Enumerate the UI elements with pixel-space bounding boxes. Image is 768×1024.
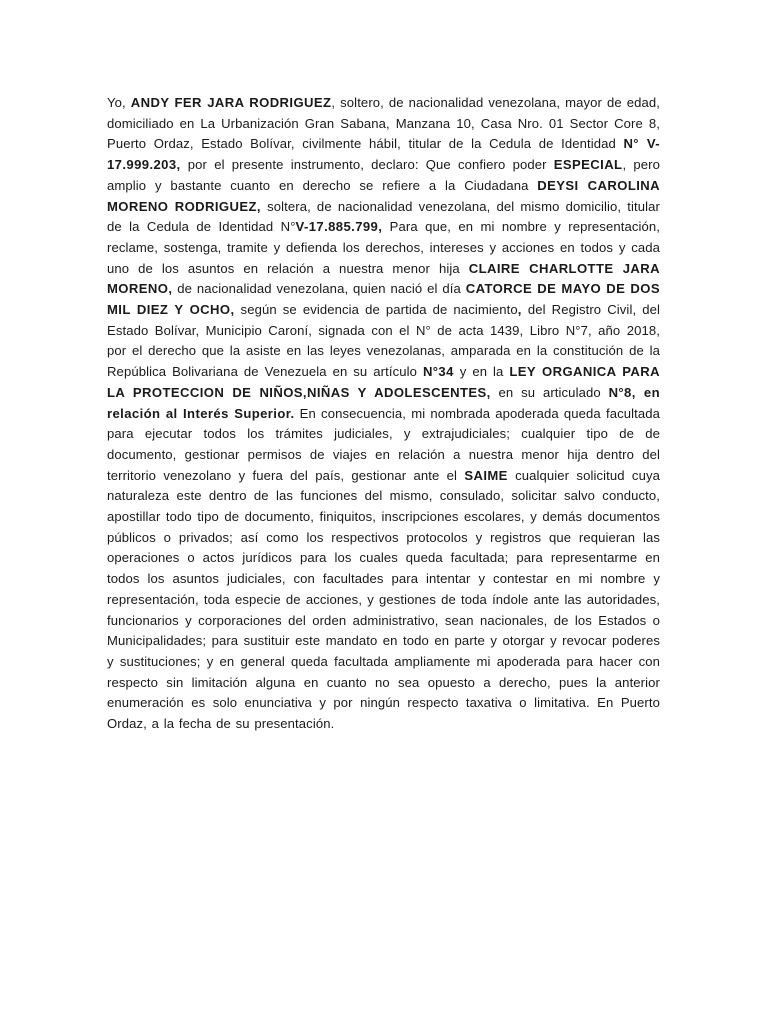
text-run: y en la (453, 364, 510, 380)
power-of-attorney-paragraph (107, 93, 660, 735)
text-run: , pero amplio y bastante cuanto en derecho se refiere a la Ciudadana (107, 157, 660, 193)
bold-text-run: DEYSI CAROLINA MORENO RODRIGUEZ, (107, 177, 660, 214)
text-run: en su articulado (490, 384, 609, 400)
text-run: por el presente instrumento, declaro: Que confiero poder (180, 157, 554, 173)
text-run: , soltero, de nacionalidad venezolana, mayor de edad, domiciliado en La Urbanización Gran Sabana, Manzana 10, Casa Nro. 01 Sector Core 8, Puerto Ordaz, Estado Bolívar, civilmente hábil, titular de la Cedula de Identidad (107, 95, 660, 152)
bold-text-run: ANDY FER JARA RODRIGUEZ (130, 95, 332, 110)
text-run: Para que, en mi nombre y representación, reclame, sostenga, tramite y defienda los derechos, intereses y acciones en todos y cada uno de los asuntos en relación a nuestra menor hija (107, 219, 660, 276)
text-run: cualquier solicitud cuya naturaleza este dentro de las funciones del mismo, consulado, solicitar salvo conducto, apostillar todo tipo de documento, finiquitos, inscripciones escolares, y demás documentos públicos o privados; así como los respectivos protocolos y registros que requieran las operaciones o actos jurídicos para los cuales queda facultada; para representarme en todos los asuntos judiciales, con facultades para intentar y contestar en mi nombre y representación, toda especie de acciones, y gestiones de toda índole ante las autoridades, funcionarios y corporaciones del orden administrativo, sean nacionales, de los Estados o Municipalidades; para sustituir este mandato en todo en parte y otorgar y revocar poderes y sustituciones; y en general queda facultada ampliamente mi apoderada para hacer con respecto sin limitación alguna en cuanto no sea opuesto a derecho, pues la anterior enumeración es solo enunciativa y por ningún respecto taxativa o limitativa. En Puerto Ordaz, a la fecha de su presentación. (107, 467, 660, 732)
text-run: En consecuencia, mi nombrada apoderada queda facultada para ejecutar todos los trámites judiciales, y extrajudiciales; cualquier tipo de de documento, gestionar permisos de viajes en relación a nuestra menor hija dentro del territorio venezolano y fuera del país, gestionar ante el (107, 405, 660, 483)
bold-text-run: V-17.885.799, (295, 219, 383, 235)
bold-text-run: CLAIRE CHARLOTTE JARA MORENO, (107, 260, 660, 297)
text-run: soltera, de nacionalidad venezolana, del mismo domicilio, titular de la Cedula de Identidad N° (107, 198, 660, 235)
bold-text-run: SAIME (464, 467, 508, 483)
text-run: según se evidencia de partida de nacimiento (234, 302, 518, 318)
bold-text-run: , (517, 302, 522, 318)
bold-text-run: N° V- 17.999.203, (107, 136, 660, 173)
text-run: Yo, (107, 95, 131, 110)
bold-text-run: N°8, en relación al Interés Superior. (107, 384, 660, 421)
bold-text-run: N°34 (422, 364, 454, 380)
text-run: de nacionalidad venezolana, quien nació el día (172, 281, 466, 297)
bold-text-run: LEY ORGANICA PARA LA PROTECCION DE NIÑOS,NIÑAS Y ADOLESCENTES, (107, 364, 660, 400)
bold-text-run: CATORCE DE MAYO DE DOS MIL DIEZ Y OCHO, (107, 281, 660, 318)
text-run: del Registro Civil, del Estado Bolívar, Municipio Caroní, signada con el N° de acta 1439, Libro N°7, año 2018, por el derecho que la asiste en las leyes venezolanas, amparada en la constitución de la República Bolivariana de Venezuela en su artículo (107, 302, 660, 380)
bold-text-run: ESPECIAL (553, 157, 623, 173)
document-body (107, 93, 660, 735)
